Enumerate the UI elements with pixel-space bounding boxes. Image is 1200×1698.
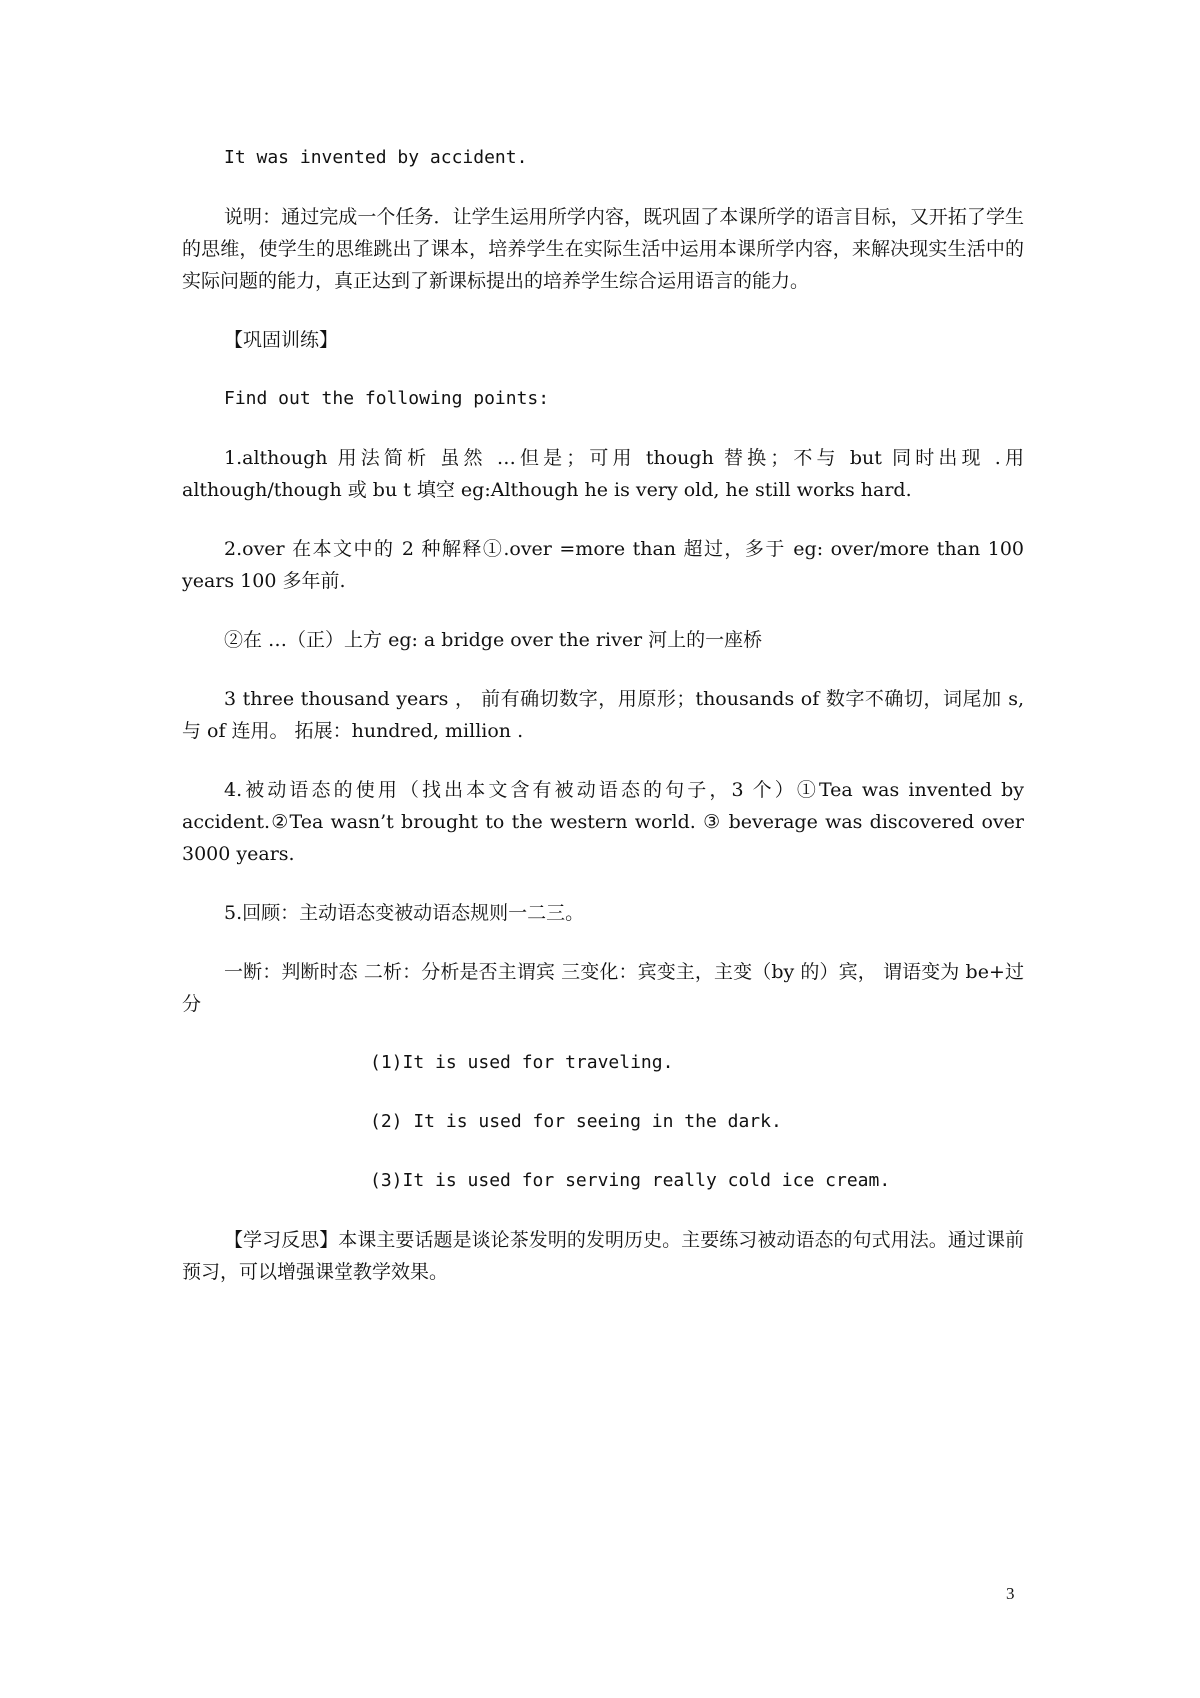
sentence-invented: It was invented by accident. — [224, 147, 528, 168]
example-1: (1)It is used for traveling. — [370, 1052, 674, 1073]
find-out-prompt: Find out the following points: — [224, 388, 550, 409]
point-4-passive-voice: 4.被动语态的使用（找出本文含有被动语态的句子，3 个）①Tea was invented by accident.②Tea wasn’t brought to the western world. ③ beverage was discovered over 3000 years. — [182, 779, 1024, 865]
explanation-paragraph: 说明：通过完成一个任务．让学生运用所学内容，既巩固了本课所学的语言目标，又开拓了学生的思维，使学生的思维跳出了课本，培养学生在实际生活中运用本课所学内容，来解决现实生活中的实际问题的能力，真正达到了新课标提出的培养学生综合运用语言的能力。 — [182, 206, 1024, 292]
point-5-review: 5.回顾：主动语态变被动语态规则一二三。 — [224, 902, 585, 924]
point-2-over-meaning-2: ②在 …（正）上方 eg: a bridge over the river 河上的一座桥 — [224, 629, 763, 651]
section-heading-consolidation: 【巩固训练】 — [224, 329, 339, 351]
example-2: (2) It is used for seeing in the dark. — [370, 1111, 782, 1132]
point-3-thousand: 3 three thousand years ， 前有确切数字，用原形；thousands of 数字不确切，词尾加 s,与 of 连用。 拓展：hundred, million . — [182, 688, 1024, 742]
point-6-rules: 一断：判断时态 二析：分析是否主谓宾 三变化：宾变主，主变（by 的）宾， 谓语变为 be+过分 — [182, 961, 1024, 1015]
reflection-paragraph: 【学习反思】本课主要话题是谈论茶发明的发明历史。主要练习被动语态的句式用法。通过课前预习，可以增强课堂教学效果。 — [182, 1229, 1024, 1283]
page-content — [182, 142, 1024, 1315]
example-3: (3)It is used for serving really cold ice cream. — [370, 1170, 891, 1191]
point-2-over: 2.over 在本文中的 2 种解释①.over =more than 超过，多于 eg: over/more than 100 years 100 多年前. — [182, 538, 1024, 592]
page-number: 3 — [1006, 1584, 1015, 1603]
point-1-although: 1.although 用法简析 虽然 …但是；可用 though 替换；不与 but 同时出现 .用although/though 或 bu t 填空 eg:Although he is very old, he still works hard. — [182, 447, 1024, 501]
